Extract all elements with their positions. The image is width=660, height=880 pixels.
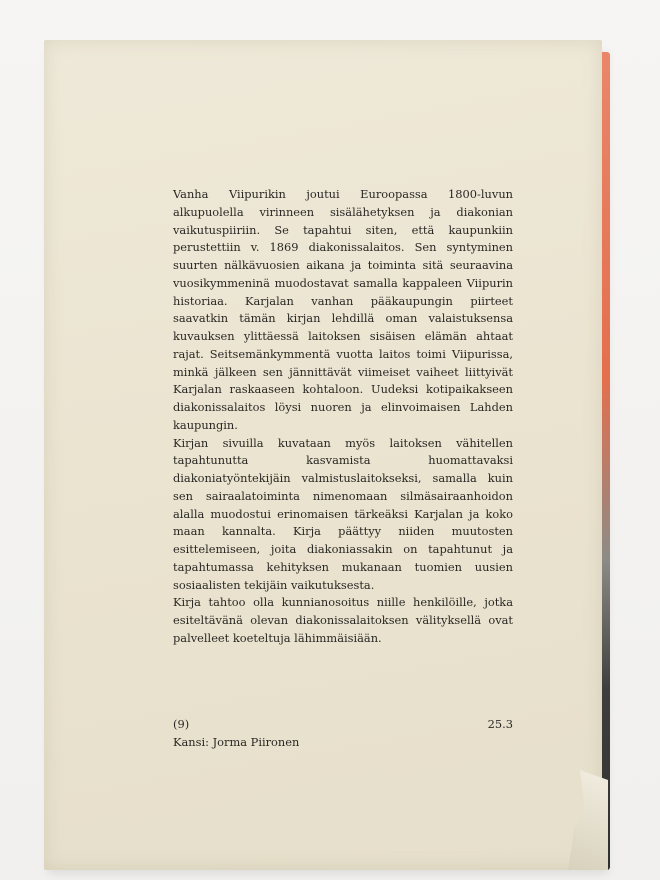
blurb-paragraph: Kirja tahtoo olla kunnianosoitus niille henkilöille, jotka esiteltävänä olevan diakonissalaitoksen välityksellä ovat palvelleet koeteltuja lähimmäisiään.: [173, 595, 513, 645]
library-class: 25.3: [487, 717, 513, 731]
back-cover-footer: [173, 716, 513, 752]
cover-credit: Kansi: Jorma Piironen: [173, 734, 300, 749]
blurb-paragraph: Kirjan sivuilla kuvataan myös laitoksen vähitellen tapahtunutta kasvamista huomattavaksi diakoniatyöntekijäin valmistuslaitokseksi, samalla kuin sen sairaalatoiminta nimenomaan silmäsairaanhoidon alalla muodostui erinomaisen tärkeäksi Karjalan ja koko maan kannalta. Kirja päättyy niiden muutosten esittelemiseen, joita diakoniassakin on tapahtunut ja tapahtumassa kehityksen mukanaan tuomien uusien sosiaalisten tekijäin vaikutuksesta.: [173, 435, 513, 592]
blurb-paragraph: Vanha Viipurikin joutui Euroopassa 1800-luvun alkupuolella virinneen sisälähetyksen ja diakonian vaikutuspiiriin. Se tapahtui siten, että kaupunkiin perustettiin v. 1869 diakonissalaitos. Sen syntyminen suurten nälkävuosien aikana ja toiminta sitä seuraavina vuosikymmeninä muodostavat samalla kappaleen Viipurin historiaa. Karjalan vanhan pääkaupungin piirteet saavatkin tämän kirjan lehdillä oman valaistuksensa kuvauksen ylittäessä laitoksen sisäisen elämän ahtaat rajat. Seitsemänkymmentä vuotta laitos toimi Viipurissa, minkä jälkeen sen jännittävät viimeiset vaiheet liittyivät Karjalan raskaaseen kohtaloon. Uudeksi kotipaikakseen diakonissalaitos löysi nuoren ja elinvoimaisen Lahden kaupungin.: [173, 187, 513, 432]
back-cover-blurb: [173, 186, 513, 648]
series-code: (9): [173, 717, 190, 731]
footer-row: [173, 716, 513, 734]
